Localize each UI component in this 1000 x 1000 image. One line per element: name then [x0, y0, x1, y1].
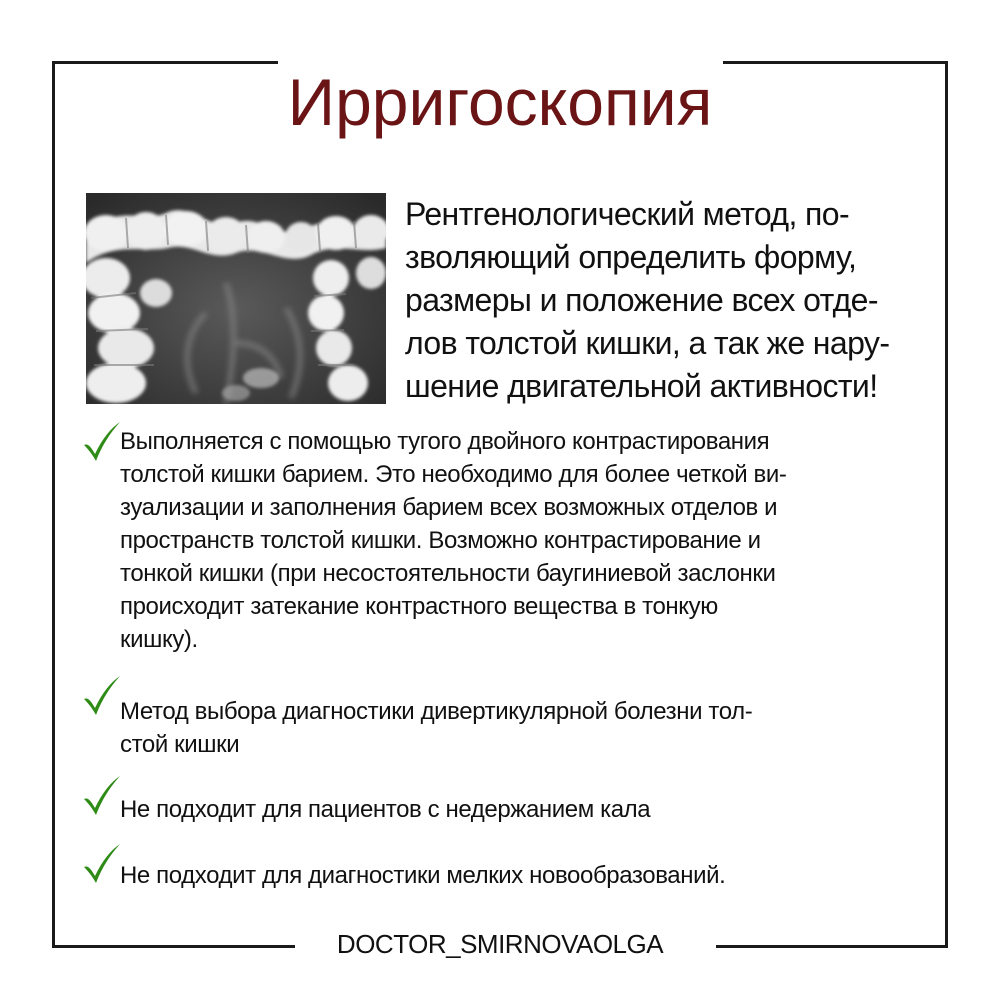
frame-left	[52, 61, 55, 948]
bullet-line: Выполняется с помощью тугого двойного контрастирования	[120, 428, 770, 455]
bullet-line: Не подходит для диагностики мелких новообразований.	[120, 862, 726, 889]
checkmark-icon	[82, 421, 122, 463]
bullet-line: толстой кишки барием. Это необходимо для более четкой ви-	[120, 461, 787, 488]
intro-line: Рентгенологический метод, по-	[405, 196, 850, 232]
bullet-line: тонкой кишки (при несостоятельности баугиниевой заслонки	[120, 560, 776, 587]
bullet-line: стой кишки	[120, 731, 240, 758]
intro-line: лов толстой кишки, а так же нару-	[405, 325, 890, 361]
checkmark-icon	[82, 675, 122, 717]
intro-line: зволяющий определить форму,	[405, 239, 857, 275]
bullet-line: пространств толстой кишки. Возможно контрастирование и	[120, 527, 761, 554]
bullet-text	[120, 859, 920, 892]
barium-enema-xray-image	[86, 193, 386, 404]
bullet-text	[120, 425, 920, 656]
intro-line: размеры и положение всех отде-	[405, 282, 878, 318]
bullet-line: зуализации и заполнения барием всех возможных отделов и	[120, 494, 778, 521]
intro-line: шение двигательной активности!	[405, 368, 878, 404]
bullet-line: происходит затекание контрастного вещества в тонкую	[120, 593, 718, 620]
bullet-line: кишку).	[120, 626, 198, 653]
checkmark-icon	[82, 843, 122, 885]
bullet-text	[120, 793, 920, 826]
intro-text	[405, 193, 965, 408]
bullet-line: Не подходит для пациентов с недержанием кала	[120, 796, 651, 823]
page-title: Ирригоскопия	[287, 65, 713, 139]
bullet-line: Метод выбора диагностики дивертикулярной болезни тол-	[120, 698, 753, 725]
footer-handle: DOCTOR_SMIRNOVAOLGA	[336, 929, 664, 959]
checkmark-icon	[82, 775, 122, 817]
bullet-text	[120, 695, 920, 761]
